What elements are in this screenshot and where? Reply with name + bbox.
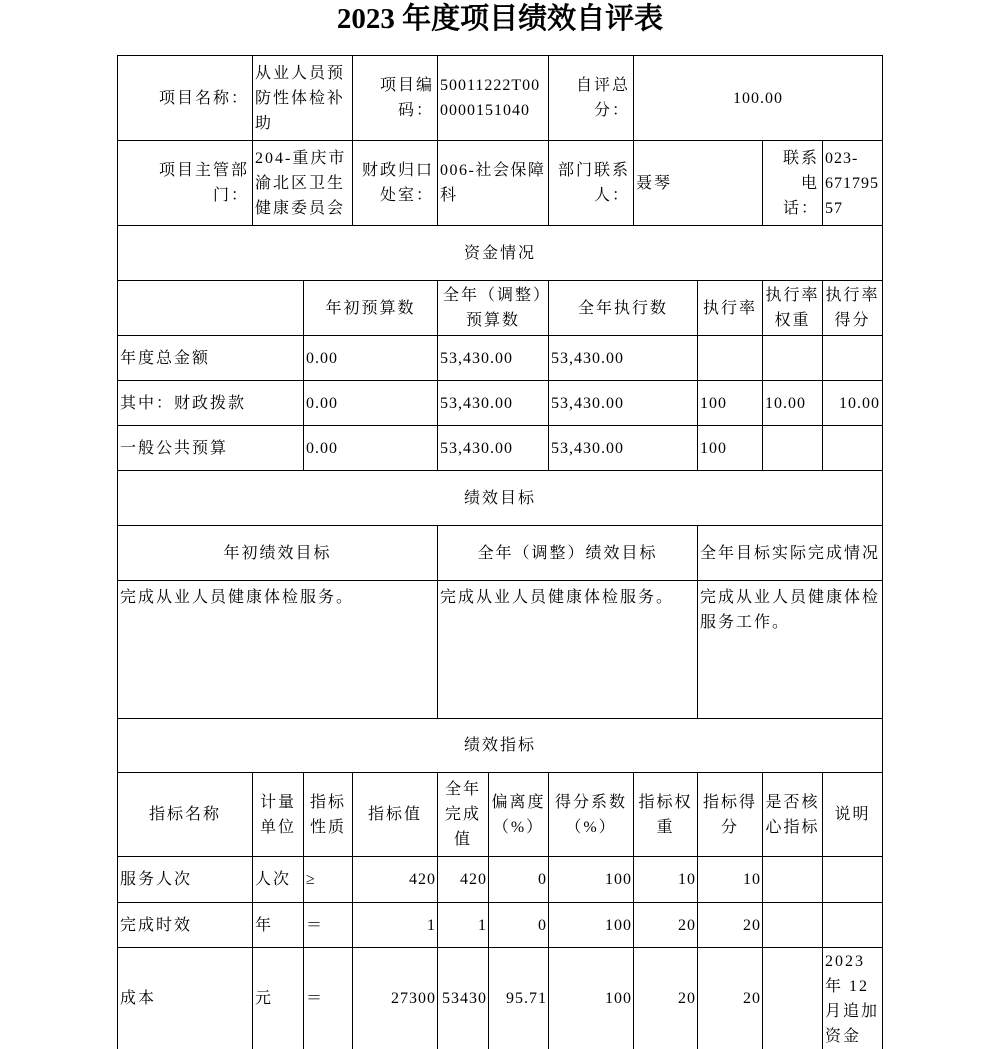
goals-value-actual: 完成从业人员健康体检服务工作。 (698, 581, 882, 718)
goals-value-adjusted: 完成从业人员健康体检服务。 (438, 581, 697, 718)
indicator-unit: 年 (253, 903, 303, 947)
goals-header-adjusted: 全年（调整）绩效目标 (438, 526, 697, 580)
goals-section-title: 绩效目标 (118, 471, 882, 525)
indicator-header-target: 指标值 (353, 773, 437, 856)
finance-office-value: 006-社会保障科 (438, 141, 548, 225)
indicator-note (823, 857, 882, 902)
indicator-core (763, 948, 822, 1049)
finance-office-label: 财政归口处室： (353, 141, 437, 225)
project-code-label: 项目编码： (353, 56, 437, 140)
indicator-actual: 1 (438, 903, 488, 947)
funding-header-rate: 执行率 (698, 281, 762, 335)
goals-value-initial: 完成从业人员健康体检服务。 (118, 581, 437, 718)
project-name-value: 从业人员预防性体检补助 (253, 56, 352, 140)
indicator-weight: 20 (634, 948, 697, 1049)
indicator-name: 完成时效 (118, 903, 252, 947)
indicator-header-note: 说明 (823, 773, 882, 856)
funding-header-executed: 全年执行数 (549, 281, 697, 335)
indicator-header-nature: 指标性质 (304, 773, 352, 856)
indicator-actual: 420 (438, 857, 488, 902)
indicator-name: 服务人次 (118, 857, 252, 902)
funding-header-rate-score: 执行率得分 (823, 281, 882, 335)
indicator-header-actual: 全年完成值 (438, 773, 488, 856)
funding-row-rate: 100 (698, 381, 762, 425)
funding-row-executed: 53,430.00 (549, 336, 697, 380)
dept-value: 204-重庆市渝北区卫生健康委员会 (253, 141, 352, 225)
indicator-core (763, 903, 822, 947)
funding-header-initial: 年初预算数 (304, 281, 437, 335)
self-score-label: 自评总分： (549, 56, 633, 140)
contact-value: 聂琴 (634, 141, 762, 225)
funding-section-title: 资金情况 (118, 226, 882, 280)
indicator-note: 2023 年 12 月追加资金 (823, 948, 882, 1049)
indicator-header-score: 指标得分 (698, 773, 762, 856)
funding-row-initial: 0.00 (304, 336, 437, 380)
indicator-deviation: 0 (489, 903, 548, 947)
indicator-target: 1 (353, 903, 437, 947)
indicator-unit: 人次 (253, 857, 303, 902)
phone-value: 023-67179557 (823, 141, 882, 225)
funding-row-initial: 0.00 (304, 426, 437, 470)
indicator-name: 成本 (118, 948, 252, 1049)
funding-row-label: 一般公共预算 (118, 426, 303, 470)
funding-row-initial: 0.00 (304, 381, 437, 425)
funding-row-rate-score: 10.00 (823, 381, 882, 425)
funding-header-rate-weight: 执行率权重 (763, 281, 822, 335)
evaluation-table (117, 55, 883, 1049)
contact-label: 部门联系人： (549, 141, 633, 225)
funding-row-rate-score (823, 336, 882, 380)
indicator-target: 27300 (353, 948, 437, 1049)
funding-header-adjusted: 全年（调整）预算数 (438, 281, 548, 335)
indicator-coefficient: 100 (549, 903, 633, 947)
indicator-header-coefficient: 得分系数（%） (549, 773, 633, 856)
indicator-nature: ＝ (304, 948, 352, 1049)
indicator-coefficient: 100 (549, 948, 633, 1049)
dept-label: 项目主管部门： (118, 141, 252, 225)
indicator-weight: 20 (634, 903, 697, 947)
indicator-header-weight: 指标权重 (634, 773, 697, 856)
funding-row-executed: 53,430.00 (549, 426, 697, 470)
indicator-target: 420 (353, 857, 437, 902)
funding-row-rate-weight (763, 426, 822, 470)
funding-row-rate-weight (763, 336, 822, 380)
indicator-actual: 53430 (438, 948, 488, 1049)
goals-header-actual: 全年目标实际完成情况 (698, 526, 882, 580)
project-name-label: 项目名称： (118, 56, 252, 140)
project-code-value: 50011222T000000151040 (438, 56, 548, 140)
funding-row-executed: 53,430.00 (549, 381, 697, 425)
indicator-nature: ≥ (304, 857, 352, 902)
indicator-score: 20 (698, 948, 762, 1049)
indicator-score: 20 (698, 903, 762, 947)
indicator-coefficient: 100 (549, 857, 633, 902)
self-score-value: 100.00 (634, 56, 882, 140)
funding-row-adjusted: 53,430.00 (438, 426, 548, 470)
goals-header-initial: 年初绩效目标 (118, 526, 437, 580)
indicator-unit: 元 (253, 948, 303, 1049)
indicator-note (823, 903, 882, 947)
indicator-deviation: 95.71 (489, 948, 548, 1049)
indicator-deviation: 0 (489, 857, 548, 902)
indicator-core (763, 857, 822, 902)
funding-row-adjusted: 53,430.00 (438, 381, 548, 425)
phone-label: 联系电话： (763, 141, 822, 225)
indicator-weight: 10 (634, 857, 697, 902)
funding-row-label: 其中：财政拨款 (118, 381, 303, 425)
indicator-header-name: 指标名称 (118, 773, 252, 856)
indicators-section-title: 绩效指标 (118, 719, 882, 772)
indicator-header-core: 是否核心指标 (763, 773, 822, 856)
indicator-nature: ＝ (304, 903, 352, 947)
funding-row-rate-score (823, 426, 882, 470)
funding-row-rate (698, 336, 762, 380)
indicator-header-unit: 计量单位 (253, 773, 303, 856)
funding-row-adjusted: 53,430.00 (438, 336, 548, 380)
indicator-score: 10 (698, 857, 762, 902)
indicator-header-deviation: 偏离度（%） (489, 773, 548, 856)
funding-row-rate-weight: 10.00 (763, 381, 822, 425)
funding-row-rate: 100 (698, 426, 762, 470)
page-title: 2023 年度项目绩效自评表 (336, 3, 664, 35)
funding-header-blank (118, 281, 303, 335)
funding-row-label: 年度总金额 (118, 336, 303, 380)
